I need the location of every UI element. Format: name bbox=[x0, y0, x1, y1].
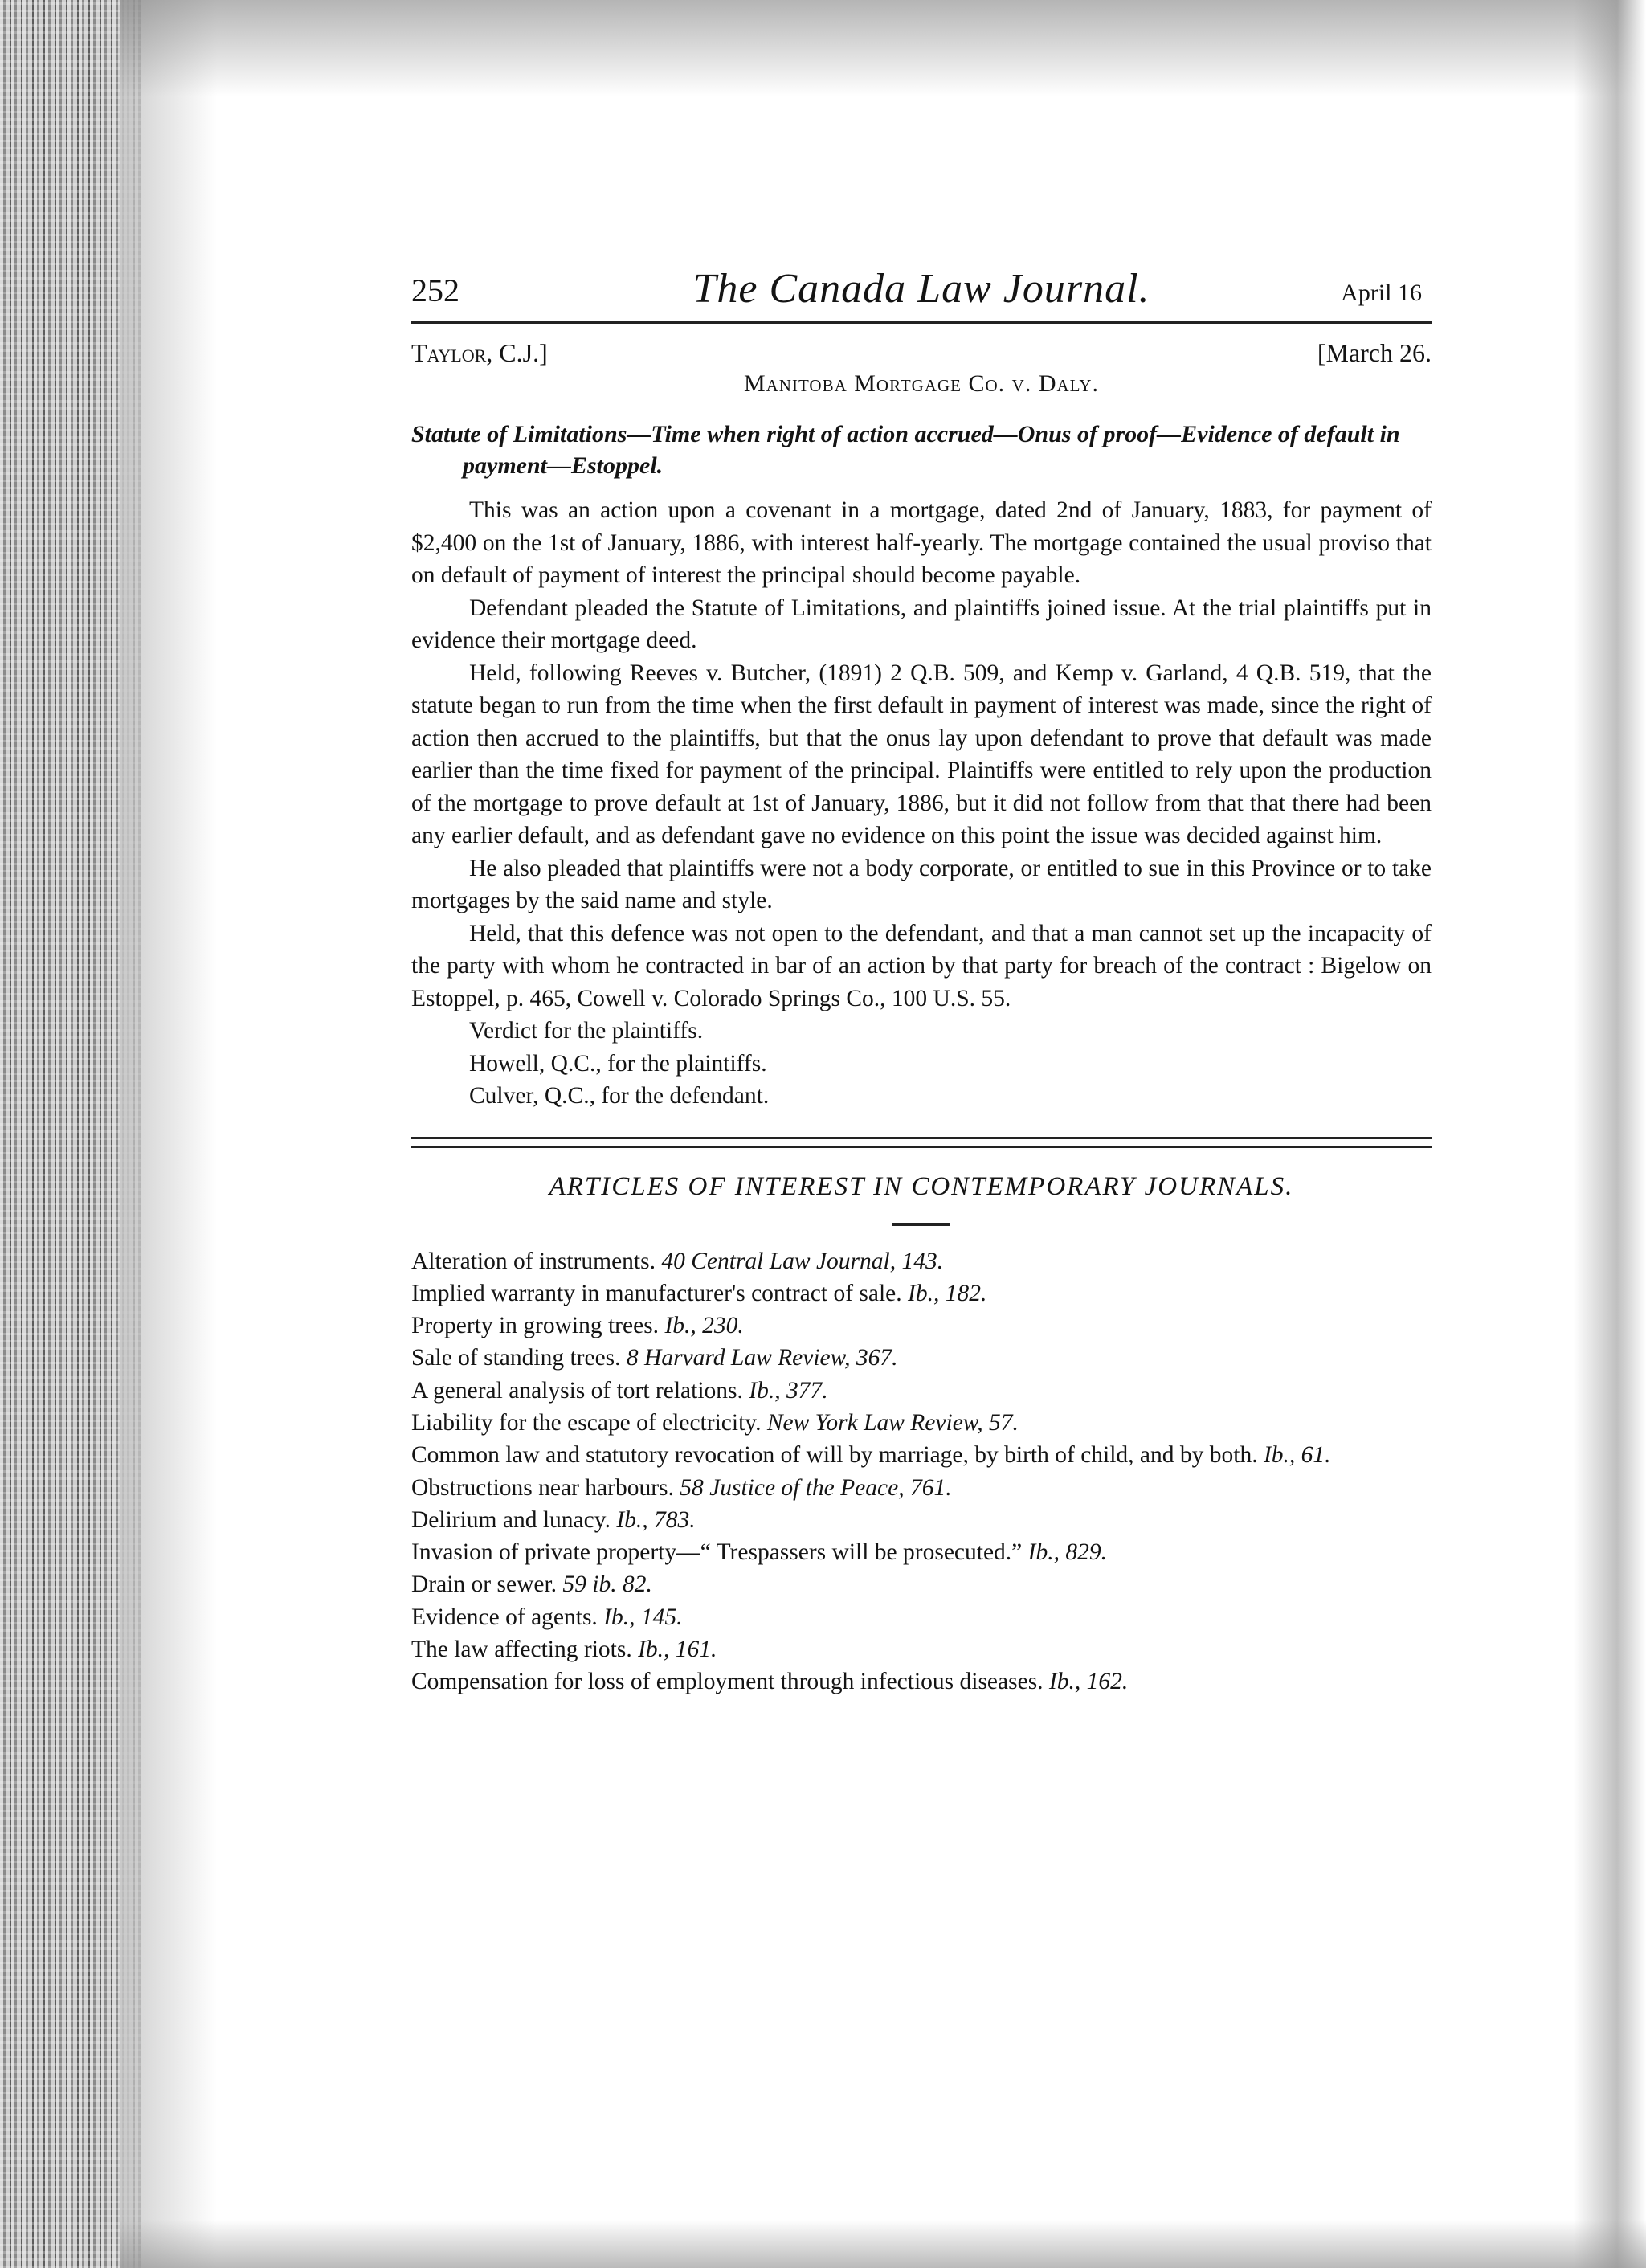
article-subject: Invasion of private property—“ Trespassers will be prosecuted.” bbox=[411, 1539, 1023, 1566]
article-source: Ib., 61. bbox=[1263, 1442, 1331, 1469]
article-subject: The law affecting riots. bbox=[411, 1637, 632, 1663]
article-subject: Evidence of agents. bbox=[411, 1604, 598, 1630]
judge-name: Taylor, C.J.] bbox=[411, 338, 548, 367]
article-subject: Compensation for loss of employment through infectious diseases. bbox=[411, 1669, 1044, 1695]
article-entry bbox=[411, 1245, 1432, 1277]
article-source: Ib., 145. bbox=[603, 1604, 683, 1630]
article-source: 59 ib. 82. bbox=[562, 1571, 652, 1598]
article-entry bbox=[411, 1536, 1432, 1568]
scan-bottom-edge bbox=[120, 2220, 1646, 2268]
journal-title: The Canada Law Journal. bbox=[692, 266, 1150, 312]
article-subject: Drain or sewer. bbox=[411, 1571, 558, 1598]
section-divider bbox=[411, 1137, 1432, 1148]
article-entry bbox=[411, 1407, 1432, 1439]
article-subject: Alteration of instruments. bbox=[411, 1248, 656, 1274]
article-entry bbox=[411, 1633, 1432, 1665]
article-source: 58 Justice of the Peace, 761. bbox=[680, 1474, 952, 1501]
page-number: 252 bbox=[411, 272, 459, 309]
article-source: Ib., 162. bbox=[1048, 1669, 1129, 1695]
article-entry bbox=[411, 1277, 1432, 1310]
case-paragraph: Culver, Q.C., for the defendant. bbox=[469, 1083, 770, 1109]
binding-shadow bbox=[120, 0, 217, 2268]
section-title: ARTICLES OF INTEREST IN CONTEMPORARY JOURNALS. bbox=[549, 1171, 1294, 1201]
article-entry bbox=[411, 1375, 1432, 1407]
journal-page bbox=[411, 265, 1432, 1698]
case-paragraph: Verdict for the plaintiffs. bbox=[469, 1018, 704, 1044]
case-report-body bbox=[411, 494, 1432, 1113]
article-source: New York Law Review, 57. bbox=[766, 1409, 1019, 1436]
case-paragraph: Held, following Reeves v. Butcher, (1891) 2 Q.B. 509, and Kemp v. Garland, 4 Q.B. 519, that the statute began to run from the time when the first default in payment of interest was made, since the right of action then accrued to the plaintiffs, but that the onus lay upon defendant to prove that default was made earlier than the time fixed for payment of the principal. Plaintiffs were entitled to rely upon the production of the mortgage to prove default at 1st of January, 1886, but it did not follow from that that there had been any earlier default, and as defendant gave no evidence on this point the issue was decided against him. bbox=[411, 660, 1432, 848]
articles-list bbox=[411, 1245, 1432, 1698]
running-head bbox=[411, 265, 1432, 324]
article-entry bbox=[411, 1310, 1432, 1342]
article-source: Ib., 829. bbox=[1027, 1539, 1107, 1566]
scan-top-edge bbox=[120, 0, 1646, 96]
article-entry bbox=[411, 1601, 1432, 1633]
article-entry bbox=[411, 1439, 1432, 1471]
article-source: Ib., 161. bbox=[638, 1637, 717, 1663]
short-rule bbox=[892, 1223, 950, 1226]
case-headnote: Statute of Limitations—Time when right of action accrued—Onus of proof—Evidence of default in payment—Estoppel. bbox=[411, 421, 1400, 479]
article-subject: Common law and statutory revocation of will by marriage, by birth of child, and by both. bbox=[411, 1442, 1258, 1469]
article-source: Ib., 783. bbox=[616, 1506, 696, 1533]
article-subject: Liability for the escape of electricity. bbox=[411, 1409, 762, 1436]
case-paragraph: He also pleaded that plaintiffs were not a body corporate, or entitled to sue in this Province or to take mortgages by the said name and style. bbox=[411, 855, 1432, 913]
case-title: Manitoba Mortgage Co. v. Daly. bbox=[743, 370, 1100, 397]
article-entry bbox=[411, 1342, 1432, 1374]
article-entry bbox=[411, 1504, 1432, 1536]
case-court-line bbox=[411, 338, 1432, 375]
article-source: 40 Central Law Journal, 143. bbox=[661, 1248, 944, 1274]
article-entry bbox=[411, 1568, 1432, 1600]
article-source: Ib., 377. bbox=[749, 1377, 828, 1404]
article-source: Ib., 182. bbox=[908, 1280, 987, 1306]
case-paragraph: This was an action upon a covenant in a mortgage, dated 2nd of January, 1883, for payment of $2,400 on the 1st of January, 1886, with interest half-yearly. The mortgage contained the usual proviso that on default of payment of interest the principal should become payable. bbox=[411, 497, 1432, 588]
decision-date: [March 26. bbox=[1317, 338, 1432, 367]
article-subject: Implied warranty in manufacturer's contract of sale. bbox=[411, 1280, 902, 1306]
case-paragraph: Howell, Q.C., for the plaintiffs. bbox=[469, 1050, 767, 1077]
issue-date: April 16 bbox=[1341, 280, 1422, 306]
article-source: Ib., 230. bbox=[664, 1313, 744, 1339]
scanned-binding-edge bbox=[0, 0, 141, 2268]
article-entry bbox=[411, 1472, 1432, 1504]
scan-right-edge bbox=[1574, 0, 1646, 2268]
article-subject: Property in growing trees. bbox=[411, 1313, 660, 1339]
article-source: 8 Harvard Law Review, 367. bbox=[626, 1345, 898, 1371]
article-subject: Delirium and lunacy. bbox=[411, 1506, 611, 1533]
article-entry bbox=[411, 1665, 1432, 1698]
article-subject: Sale of standing trees. bbox=[411, 1345, 621, 1371]
case-paragraph: Defendant pleaded the Statute of Limitations, and plaintiffs joined issue. At the trial plaintiffs put in evidence their mortgage deed. bbox=[411, 595, 1432, 653]
case-paragraph: Held, that this defence was not open to the defendant, and that a man cannot set up the incapacity of the party with whom he contracted in bar of an action by that party for breach of the contract : Bigelow on Estoppel, p. 465, Cowell v. Colorado Springs Co., 100 U.S. 55. bbox=[411, 920, 1432, 1011]
article-subject: A general analysis of tort relations. bbox=[411, 1377, 743, 1404]
article-subject: Obstructions near harbours. bbox=[411, 1474, 674, 1501]
